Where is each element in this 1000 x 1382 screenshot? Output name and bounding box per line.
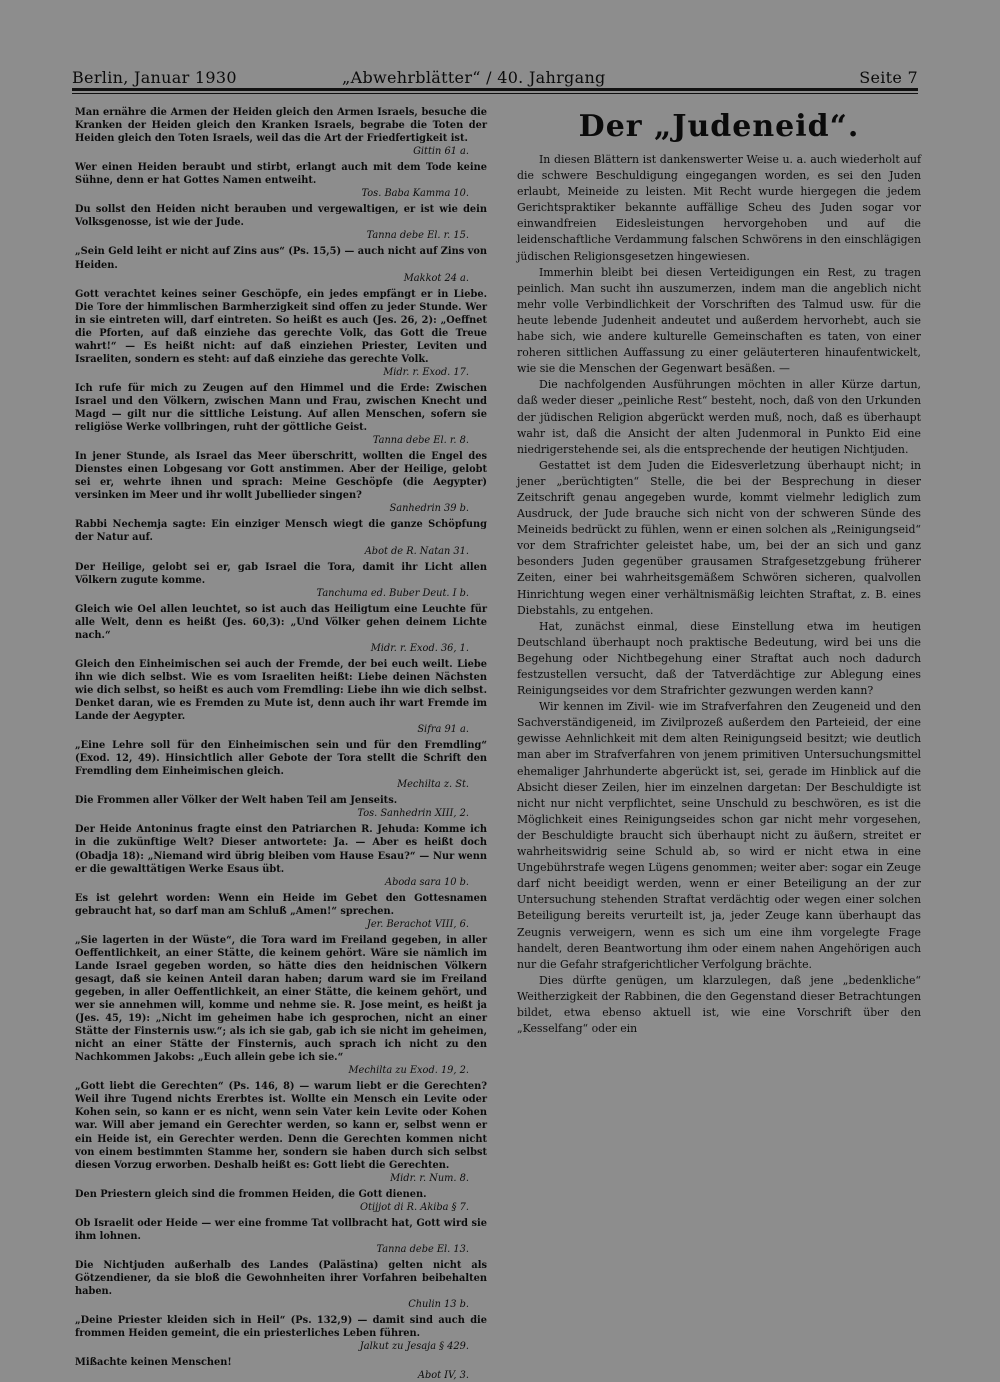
quote-text: Es ist gelehrt worden: Wenn ein Heide im Gebet den Gottesnamen gebraucht hat, so darf man am Schluß „Amen!“ sprechen. — [75, 892, 487, 917]
quote-block — [75, 892, 487, 931]
quote-text: Ob Israelit oder Heide — wer eine fromme Tat vollbracht hat, Gott wird sie ihm lohnen. — [75, 1217, 487, 1242]
quote-block — [75, 382, 487, 447]
quote-source: Otijjot di R. Akiba § 7. — [360, 1201, 469, 1213]
quote-text: Ich rufe für mich zu Zeugen auf den Himmel und die Erde: Zwischen Israel und den Völkern, zwischen Mann und Frau, zwischen Knecht und Magd — gilt nur die sittliche Leistung. Auf allen Menschen, sofern sie religiöse Werke vollbringen, ruht der göttliche Geist. — [75, 382, 487, 434]
quote-source: Midr. r. Exod. 17. — [383, 366, 469, 378]
quote-source: Tanchuma ed. Buber Deut. I b. — [316, 587, 469, 599]
quote-source: Sifra 91 a. — [417, 724, 469, 736]
quote-source: Chulin 13 b. — [408, 1299, 469, 1311]
quote-text: Man ernähre die Armen der Heiden gleich den Armen Israels, besuche die Kranken der Heiden gleich den Kranken Israels, begrabe die Toten der Heiden gleich den Toten Israels, weil das die Art der Friedfertigkeit ist. — [75, 107, 487, 145]
quote-text: Der Heilige, gelobt sei er, gab Israel die Tora, damit ihr Licht allen Völkern zugute komme. — [75, 561, 487, 586]
quote-block — [75, 1259, 487, 1311]
quote-block — [75, 1314, 487, 1353]
quote-block — [75, 739, 487, 791]
quote-block — [75, 245, 487, 284]
header-page-number: Seite 7 — [859, 68, 918, 87]
quote-text: Die Frommen aller Völker der Welt haben Teil am Jenseits. — [75, 795, 398, 807]
quote-block — [75, 1356, 487, 1382]
quote-text: Den Priestern gleich sind die frommen Heiden, die Gott dienen. — [75, 1188, 427, 1200]
quote-block — [75, 106, 487, 158]
header-rule-thick — [72, 88, 918, 91]
quote-source: Midr. r. Exod. 36, 1. — [370, 642, 469, 654]
quote-source: Gittin 61 a. — [413, 146, 469, 158]
quote-block — [75, 518, 487, 557]
header-publication: „Abwehrblätter“ / 40. Jahrgang — [342, 68, 606, 87]
quote-text: Die Nichtjuden außerhalb des Landes (Palästina) gelten nicht als Götzendiener, da sie bloß die Gewohnheiten ihrer Vorfahren beibehalten haben. — [75, 1259, 487, 1298]
quote-block — [75, 203, 487, 242]
article-paragraph: Hat, zunächst einmal, diese Einstellung etwa im heutigen Deutschland überhaupt noch praktische Bedeutung, wird bei uns die Begehung oder Nichtbegehung einer Straftat auch noch dadurch festzustellen versucht, daß der Tatverdächtige zur Ablegung eines Reinigungseides vor dem Strafrichter gezwungen werden kann? — [517, 619, 921, 698]
quote-text: „Gott liebt die Gerechten“ (Ps. 146, 8) — warum liebt er die Gerechten? Weil ihre Tugend nichts Ererbtes ist. Wollte ein Mensch ein Levite oder Kohen sein, so kann er es nicht, wenn sein Vater kein Levite oder Kohen war. Will aber jemand ein Gerechter werden, so kann er, selbst wenn er ein Heide ist, ein Gerechter werden. Denn die Gerechten kommen nicht von einem bestimmten Stamme her, sondern sie haben durch sich selbst diesen Vorzug erworben. Deshalb heißt es: Gott liebt die Gerechten. — [75, 1081, 487, 1171]
quote-source: Makkot 24 a. — [403, 272, 469, 284]
quote-source: Tanna debe El. r. 15. — [366, 230, 469, 242]
quote-source: Aboda sara 10 b. — [385, 876, 469, 888]
quote-source: Abot IV, 3. — [417, 1370, 469, 1382]
quote-source: Midr. r. Num. 8. — [390, 1172, 469, 1184]
quote-text: Gott verachtet keines seiner Geschöpfe, ein jedes empfängt er in Liebe. Die Tore der himmlischen Barmherzigkeit sind offen zu jeder Stunde. Wer in sie eintreten will, darf eintreten. So heißt es auch (Jes. 26, 2): „Oeffnet die Pforten, auf daß einziehe das gerechte Volk, das Gott die Treue wahrt!“ — Es heißt nicht: auf daß einziehen Priester, Leviten und Israeliten, sondern es steht: auf daß einziehe das gerechte Volk. — [75, 288, 487, 365]
quote-text: In jener Stunde, als Israel das Meer überschritt, wollten die Engel des Dienstes einen Lobgesang vor Gott anstimmen. Aber der Heilige, gelobt sei er, wehrte ihnen und sprach: Meine Geschöpfe (die Aegypter) versinken im Meer und ihr wollt Jubellieder singen? — [75, 451, 487, 502]
article-body — [517, 152, 921, 1037]
quote-text: „Sie lagerten in der Wüste“, die Tora ward im Freiland gegeben, in aller Oeffentlichkeit, an einer Stätte, die keinem gehört. Wäre sie nämlich im Lande Israel gegeben worden, so hätte dies den heidnischen Völkern gesagt, daß sie keinen Anteil daran haben; darum ward sie im Freiland gegeben, in aller Oeffentlichkeit, an einer Stätte, die keinem gehört, und wer sie annehmen will, komme und nehme sie. R. Jose meint, es heißt ja (Jes. 45, 19): „Nicht im geheimen habe ich gesprochen, nicht an einer Stätte der Finsternis usw.“; als ich sie gab, gab ich sie nicht im geheimen, nicht an einer Stätte der Finsternis, auch sprach ich nicht zu den Nachkommen Jakobs: „Euch allein gebe ich sie.“ — [75, 934, 487, 1064]
quote-source: Tanna debe El. 13. — [376, 1243, 469, 1255]
quote-source: Mechilta zu Exod. 19, 2. — [348, 1065, 469, 1077]
quote-block — [75, 450, 487, 515]
quote-block — [75, 561, 487, 600]
quote-text: Rabbi Nechemja sagte: Ein einziger Mensch wiegt die ganze Schöpfung der Natur auf. — [75, 519, 487, 544]
quote-block — [75, 794, 487, 820]
quote-source: Abot de R. Natan 31. — [364, 545, 469, 557]
quote-block — [75, 934, 487, 1078]
quote-block — [75, 1080, 487, 1184]
quote-block — [75, 823, 487, 888]
article-column — [517, 106, 921, 1316]
quote-source: Tos. Sanhedrin XIII, 2. — [357, 808, 469, 820]
quote-text: Der Heide Antoninus fragte einst den Patriarchen R. Jehuda: Komme ich in die zukünftige Welt? Dieser antwortete: Ja. — Aber es heißt doch (Obadja 18): „Niemand wird übrig bleiben vom Hause Esau?“ — Nur wenn er die gewalttätigen Werke Esaus übt. — [75, 824, 487, 875]
quote-block — [75, 1217, 487, 1256]
quote-block — [75, 603, 487, 655]
quote-block — [75, 288, 487, 379]
header-date: Berlin, Januar 1930 — [72, 68, 237, 87]
quote-text: Gleich wie Oel allen leuchtet, so ist auch das Heiligtum eine Leuchte für alle Welt, denn es heißt (Jes. 60,3): „Und Völker gehen deinem Lichte nach.“ — [75, 603, 487, 641]
quote-text: Mißachte keinen Menschen! — [75, 1357, 232, 1369]
quote-source: Mechilta z. St. — [397, 779, 469, 791]
article-paragraph: Die nachfolgenden Ausführungen möchten in aller Kürze dartun, daß weder dieser „peinliche Rest“ besteht, noch, daß von den Urkunden der jüdischen Religion abgerückt werden muß, noch, daß es überhaupt wahr ist, daß die Ansicht der alten Judenmoral in Punkto Eid eine niedrigerstehende sei, als die entsprechende der heutigen Nichtjuden. — [517, 378, 921, 456]
quote-text: „Deine Priester kleiden sich in Heil“ (Ps. 132,9) — damit sind auch die frommen Heiden gemeint, die ein priesterliches Leben führen. — [75, 1315, 487, 1340]
quote-block — [75, 658, 487, 736]
quote-block — [75, 1188, 487, 1214]
quote-text: Wer einen Heiden beraubt und stirbt, erlangt auch mit dem Tode keine Sühne, denn er hat Gottes Namen entweiht. — [75, 162, 487, 187]
quotes-column — [75, 106, 487, 1382]
quote-text: „Sein Geld leiht er nicht auf Zins aus“ (Ps. 15,5) — auch nicht auf Zins von Heiden. — [75, 246, 487, 271]
quote-text: Gleich den Einheimischen sei auch der Fremde, der bei euch weilt. Liebe ihn wie dich selbst. Wie es vom Israeliten heißt: Liebe deinen Nächsten wie dich selbst, so heißt es auch vom Fremdling: Liebe ihn wie dich selbst. Denket daran, wie es Fremden zu Mute ist, denn auch ihr wart Fremde im Lande der Aegypter. — [75, 658, 487, 723]
quote-text: Du sollst den Heiden nicht berauben und vergewaltigen, er ist wie dein Volksgenosse, ist wie der Jude. — [75, 204, 487, 229]
article-paragraph: Dies dürfte genügen, um klarzulegen, daß jene „bedenkliche“ Weitherzigkeit der Rabbinen, die den Gegenstand dieser Betrachtungen bildet, etwa ebenso aktuell ist, wie eine Vorschrift über den „Kesselfang“ oder ein — [517, 973, 921, 1036]
article-paragraph: In diesen Blättern ist dankenswerter Weise u. a. auch wiederholt auf die schwere Beschuldigung eingegangen worden, es sei den Juden erlaubt, Meineide zu leisten. Mit Recht wurde hiergegen die jedem Gerichtspraktiker bekannte auffällige Scheu des Juden sogar vor einwandfreien Eidesleistungen hervorgehoben und auf die leidenschaftliche Verdammung falschen Schwörens in den einschlägigen jüdischen Religionsgesetzen hingewiesen. — [517, 153, 921, 263]
article-title: Der „Judeneid“. — [578, 109, 860, 144]
quote-source: Sanhedrin 39 b. — [389, 503, 469, 515]
quote-source: Tanna debe El. r. 8. — [372, 435, 469, 447]
quote-source: Jer. Berachot VIII, 6. — [366, 918, 469, 930]
article-paragraph: Wir kennen im Zivil- wie im Strafverfahren den Zeugeneid und den Sachverständigeneid, im Zivilprozeß außerdem den Parteieid, der eine gewisse Aehnlichkeit mit dem alten Reinigungseid besitzt; wie deutlich man aber im Strafverfahren von jenem primitiven Untersuchungsmittel ehemaliger Jahrhunderte abgerückt ist, sei, gerade im Hinblick auf die Absicht dieser Zeilen, hier im einzelnen dargetan: Der Beschuldigte ist nicht nur nicht verpflichtet, seine Unschuld zu beschwören, es ist die Möglichkeit eines Reinigungseides schon gar nicht mehr vorgesehen, der Beschuldigte braucht sich überhaupt nicht zu äußern, streitet er wahrheitswidrig seine Schuld ab, so wird er nicht etwa in eine Ungebührstrafe wegen Lügens genommen; weiter aber: sogar ein Zeuge darf nicht beeidigt werden, wenn er einer Beteiligung an der zur Untersuchung stehenden Straftat verdächtig oder wegen einer solchen Beteiligung bereits verurteilt ist, ja, jeder Zeuge kann überhaupt das Zeugnis verweigern, wenn es sich um eine ihm vorgelegte Frage handelt, deren Beantwortung ihm oder einem nahen Angehörigen auch nur die Gefahr strafgerichtlicher Verfolgung brächte. — [517, 700, 921, 971]
article-paragraph: Immerhin bleibt bei diesen Verteidigungen ein Rest, zu tragen peinlich. Man sucht ihn auszumerzen, indem man die angeblich nicht mehr volle Verbindlichkeit der Vorschriften des Talmud usw. für die heute lebende Judenheit andeutet und außerdem hervorhebt, auch sie habe sich, wie andere kulturelle Gemeinschaften es taten, von einer roheren sittlichen Auffassung zu einer geläuterteren hinaufentwickelt, wie sie die Menschen der Gegenwart besäßen. — — [517, 265, 921, 376]
header-rule-thin — [72, 93, 918, 94]
article-paragraph: Gestattet ist dem Juden die Eidesverletzung überhaupt nicht; in jener „berüchtigten“ Stelle, die bei der Besprechung in dieser Zeitschrift genau angegeben wurde, kommt vielmehr lediglich zum Ausdruck, der Jude brauche sich nicht von der schweren Sünde des Meineids bedrückt zu fühlen, wenn er einen solchen als „Reinigungseid“ vor dem Strafrichter geleistet habe, um, bei der an sich und ganz besonders Juden gegenüber grausamen Strafgesetzgebung früherer Zeiten, einer bei wahrheitsgemäßem Schwören sicheren, qualvollen Hinrichtung wegen einer verhältnismäßig leichten Straftat, z. B. eines Diebstahls, zu entgehen. — [517, 458, 921, 617]
quote-text: „Eine Lehre soll für den Einheimischen sein und für den Fremdling“ (Exod. 12, 49). Hinsichtlich aller Gebote der Tora stellt die Schrift den Fremdling dem Einheimischen gleich. — [75, 740, 487, 778]
quote-source: Tos. Baba Kamma 10. — [361, 188, 469, 200]
quote-block — [75, 161, 487, 200]
quote-source: Jalkut zu Jesaja § 429. — [359, 1341, 469, 1353]
